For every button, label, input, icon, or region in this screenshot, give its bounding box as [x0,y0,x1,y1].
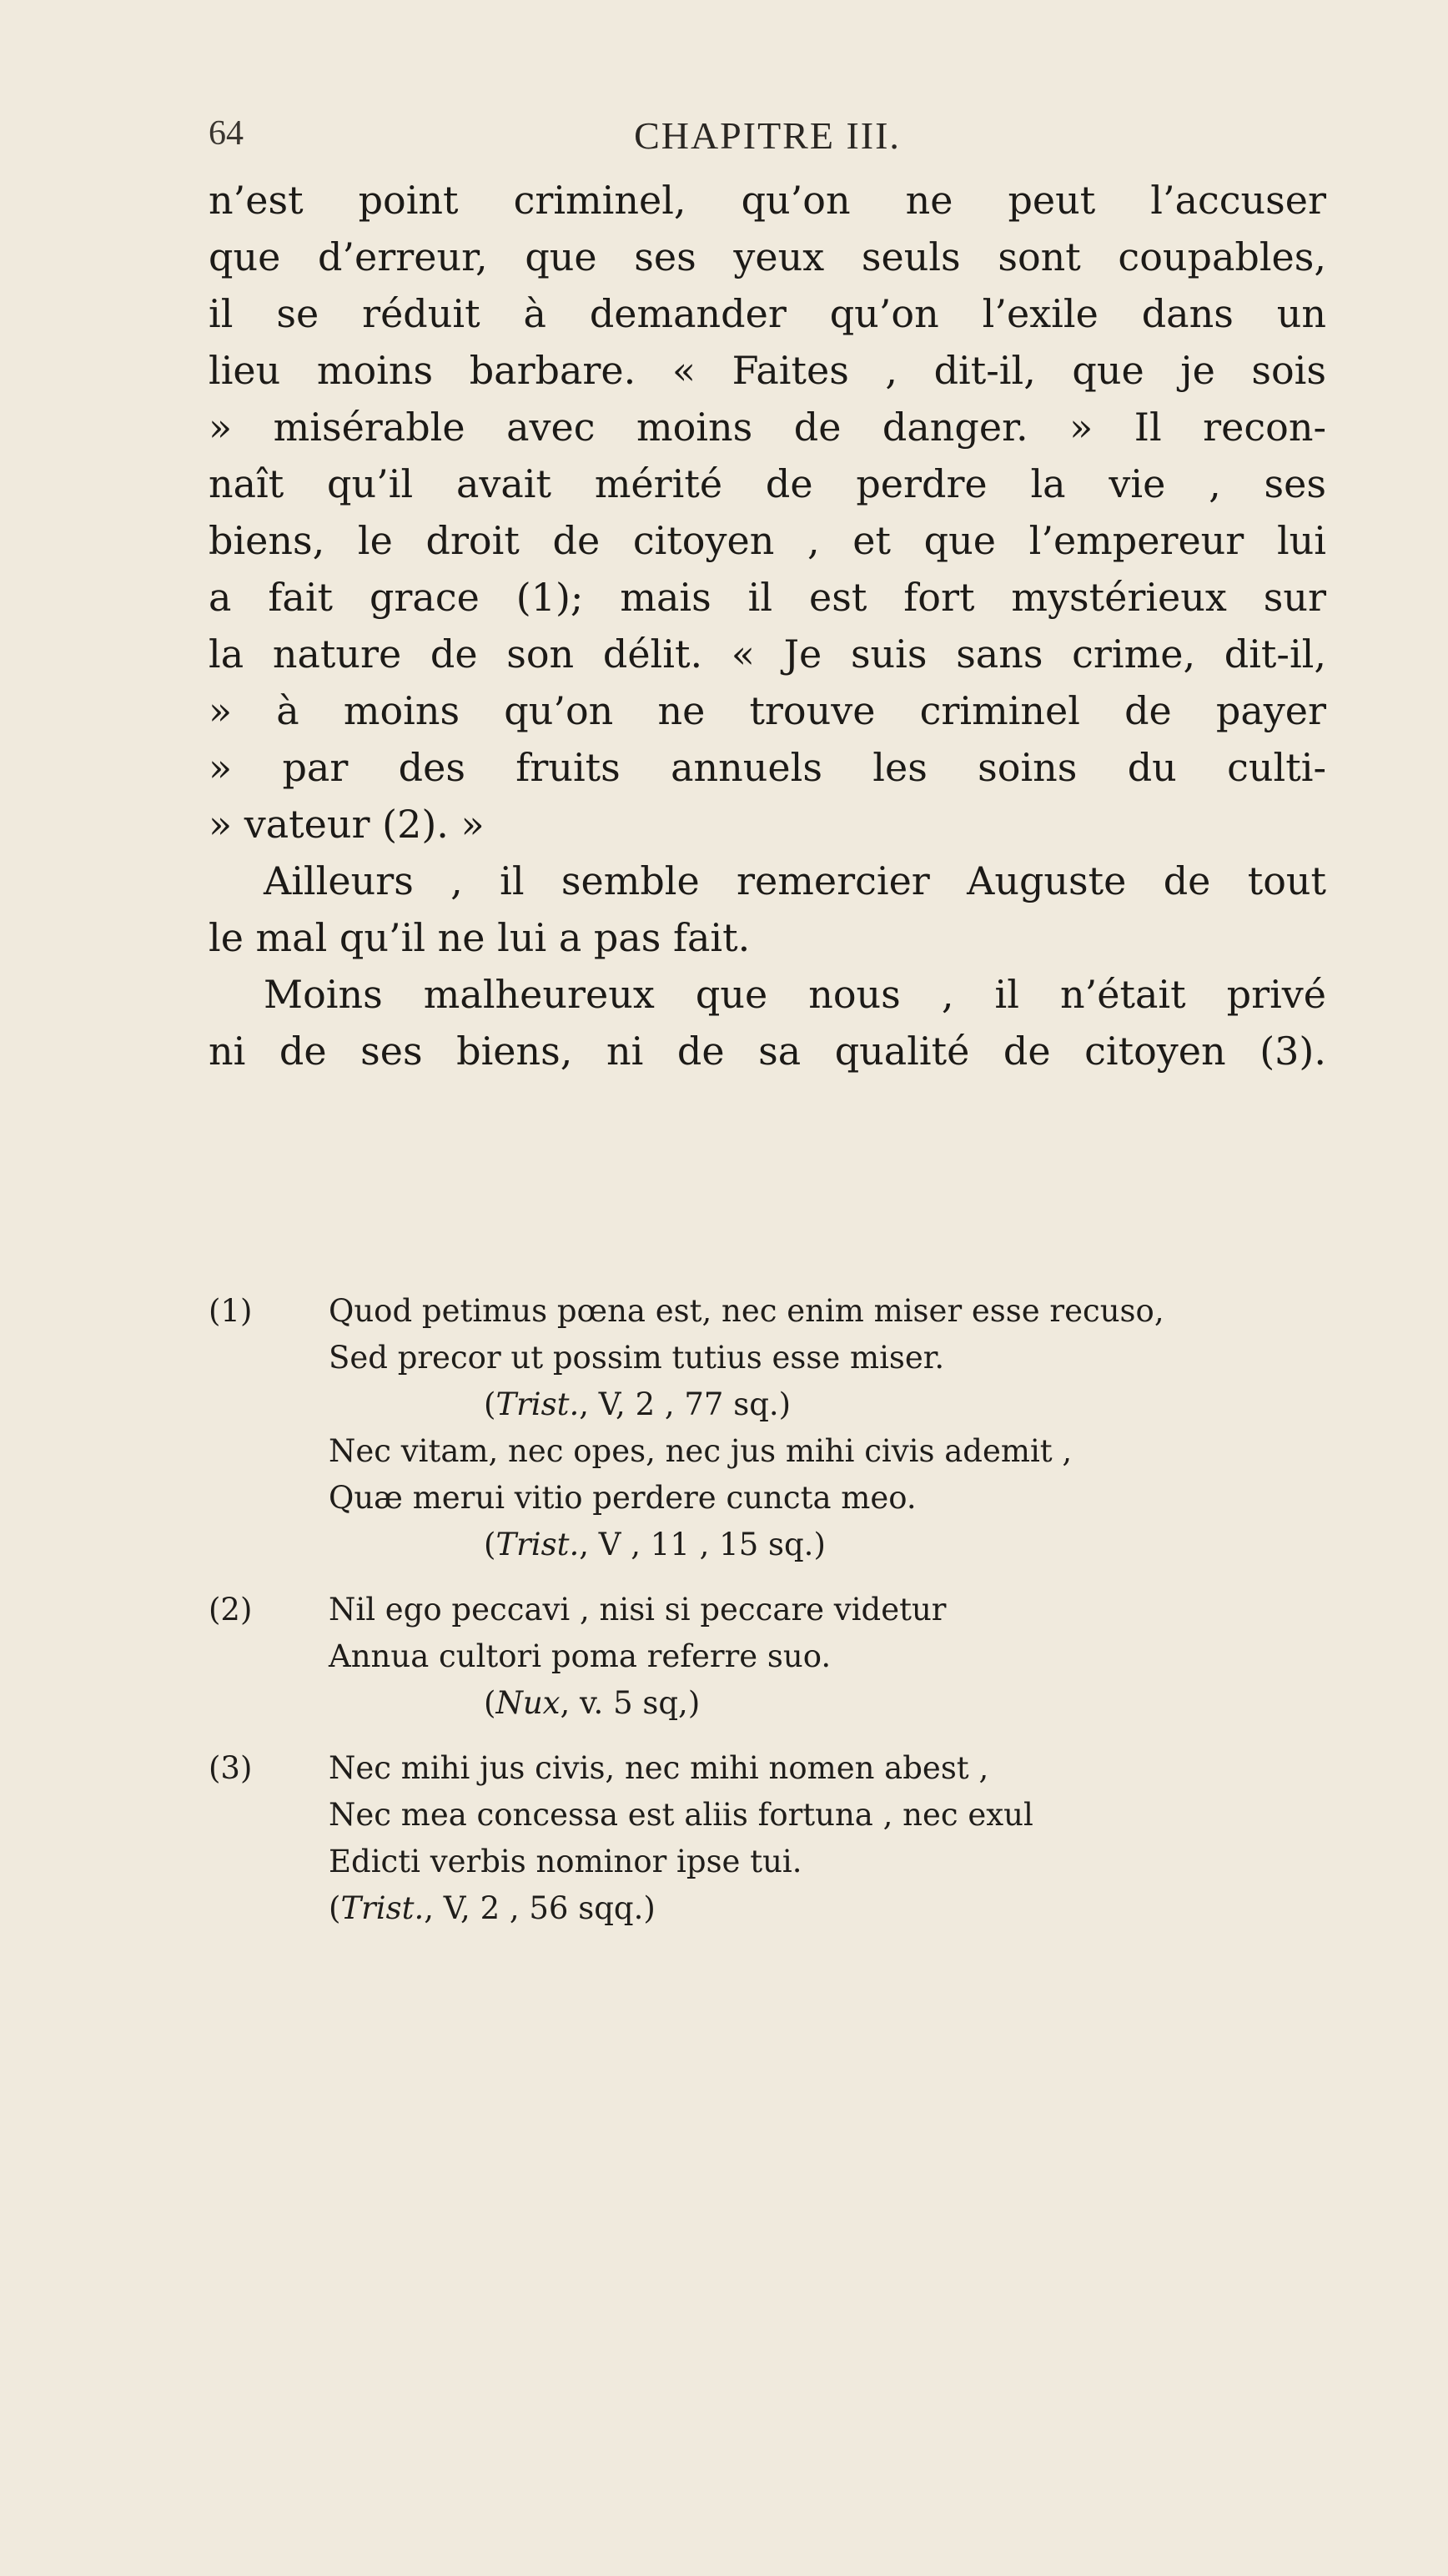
footnote-marker: (2) [209,1592,253,1628]
footnote-1-line [209,1288,1326,1335]
text-line: a fait grace (1); mais il est fort mystérieux sur [209,575,1326,620]
citation-ref: , V , 11 , 15 sq. [579,1527,814,1562]
footnote-citation: (Trist., V, 2 , 56 sqq.) [329,1890,656,1926]
text-line: Moins malheureux que nous , il n’était privé [264,972,1326,1017]
footnote-citation: (Trist., V, 2 , 77 sq.) [484,1386,792,1422]
text-line: » par des fruits annuels les soins du culti- [209,745,1326,790]
text-line: biens, le droit de citoyen , et que l’empereur lui [209,518,1326,563]
text-line: » misérable avec moins de danger. » Il recon- [209,405,1326,450]
footnote-verse: Edicti verbis nominor ipse tui. [329,1844,802,1879]
footnote-verse: Nec mihi jus civis, nec mihi nomen abest , [329,1750,989,1786]
text-line: le mal qu’il ne lui a pas fait. [209,915,751,960]
footnote-3-line [209,1745,1326,1792]
text-line: lieu moins barbare. « Faites , dit-il, que je sois [209,348,1326,393]
text-line: » vateur (2). » [209,802,485,847]
text-line: Ailleurs , il semble remercier Auguste de tout [264,858,1326,903]
footnote-marker: (1) [209,1293,253,1329]
footnote-verse: Nec mea concessa est aliis fortuna , nec exul [329,1797,1033,1833]
footnote-verse: Annua cultori poma referre suo. [329,1638,832,1674]
running-title: CHAPITRE III. [634,114,901,157]
citation-work: Trist. [495,1386,580,1422]
citation-work: Trist. [340,1890,425,1926]
text-line: naît qu’il avait mérité de perdre la vie , ses [209,461,1326,506]
text-line: il se réduit à demander qu’on l’exile dans un [209,291,1326,336]
text-line: » à moins qu’on ne trouve criminel de payer [209,688,1326,733]
citation-work: Trist. [495,1527,580,1562]
footnote-verse: Quæ merui vitio perdere cuncta meo. [329,1480,917,1516]
citation-work: Nux [495,1685,561,1721]
footnote-marker: (3) [209,1750,253,1786]
main-text [209,172,1326,1079]
page-number: 64 [209,114,244,153]
footnote-citation: (Nux, v. 5 sq,) [484,1685,701,1721]
footnote-verse: Quod petimus pœna est, nec enim miser esse recuso, [329,1293,1164,1329]
text-line: la nature de son délit. « Je suis sans crime, dit-il, [209,631,1326,677]
page-header [209,113,1326,164]
footnote-citation: (Trist., V , 11 , 15 sq.) [484,1527,826,1562]
citation-ref: , V, 2 , 77 sq. [579,1386,779,1422]
citation-ref: , V, 2 , 56 sqq. [424,1890,644,1926]
text-line: n’est point criminel, qu’on ne peut l’accuser [209,178,1326,223]
footnotes [209,1288,1326,1932]
footnote-verse: Sed precor ut possim tutius esse miser. [329,1340,945,1376]
footnote-verse: Nil ego peccavi , nisi si peccare videtur [329,1592,947,1628]
footnote-verse: Nec vitam, nec opes, nec jus mihi civis ademit , [329,1433,1073,1469]
text-line: que d’erreur, que ses yeux seuls sont coupables, [209,234,1326,279]
footnote-2-line [209,1587,1326,1633]
text-line: ni de ses biens, ni de sa qualité de citoyen (3). [209,1029,1326,1074]
citation-ref: , v. 5 sq, [560,1685,688,1721]
